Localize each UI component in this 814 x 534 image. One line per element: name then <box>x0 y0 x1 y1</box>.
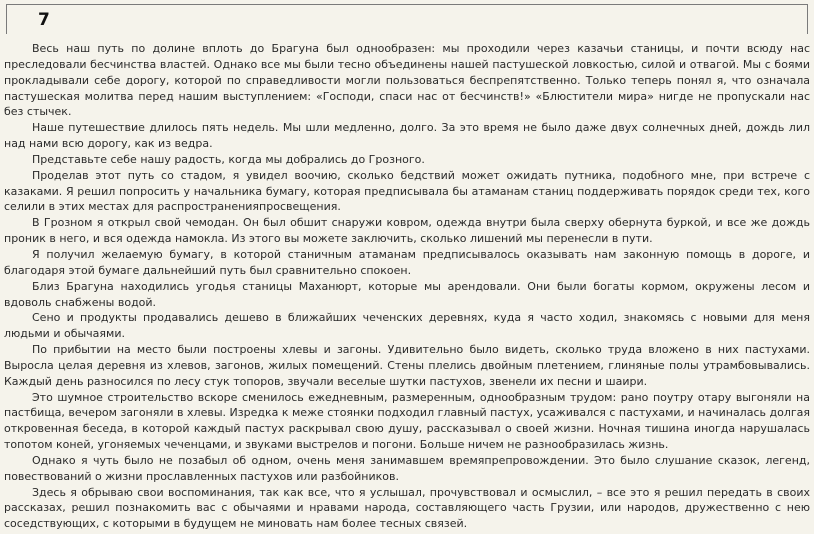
paragraph-12: Здесь я обрываю свои воспоминания, так как все, что я услышал, прочувствовал и осмыслил, – все это я решил передать в своих рассказах, решил познакомить вас с обычаями и нравами народа, составляющего часть Грузии, или народов, дружественно с нею соседствующих, с которыми в будущем не миновать нам более тесных связей. <box>4 485 810 531</box>
paragraph-7: Близ Брагуна находились угодья станицы Маханюрт, которые мы арендовали. Они были богаты кормом, окружены лесом и вдоволь снабжены водой. <box>4 279 810 309</box>
paragraph-4: Проделав этот путь со стадом, я увидел воочию, сколько бедствий может ожидать путника, подобного мне, при встрече с казаками. Я решил попросить у начальника бумагу, которая предписывала бы атаманам станиц поддерживать порядок среди тех, кого селили в этих местах для распространенияпросвещения. <box>4 168 810 214</box>
paragraph-3: Представьте себе нашу радость, когда мы добрались до Грозного. <box>32 152 425 166</box>
chapter-body <box>4 41 810 532</box>
paragraph-1: Весь наш путь по долине вплоть до Брагуна был однообразен: мы проходили через казачьи станицы, и почти всюду нас преследовали бесчинства властей. Однако все мы были тесно объединены нашей пастушеской ловкостью, силой и отвагой. Мы с боями прокладывали себе дорогу, которой по справедливости могли пользоваться беспрепятственно. Только теперь понял я, что означала пастушеская молитва перед нашим выступлением: «Господи, спаси нас от бесчинств!» «Блюстители мира» нигде не пропускали нас без стычек. <box>4 42 810 119</box>
paragraph-6: Я получил желаемую бумагу, в которой станичным атаманам предписывалось оказывать нам законную помощь в дороге, и благодаря этой бумаге дальнейший путь был сравнительно спокоен. <box>4 247 810 277</box>
paragraph-2: Наше путешествие длилось пять недель. Мы шли медленно, долго. За это время не было даже двух солнечных дней, дождь лил над нами всю дорогу, как из ведра. <box>4 121 810 151</box>
paragraph-8: Сено и продукты продавались дешево в ближайших чеченских деревнях, куда я часто ходил, знакомясь с новыми для меня людьми и обычаями. <box>4 311 810 341</box>
paragraph-5: В Грозном я открыл свой чемодан. Он был обшит снаружи ковром, одежда внутри была сверху обернута буркой, и все же дождь проник в него, и вся одежда намокла. Из этого вы можете заключить, сколько лишений мы перенесли в пути. <box>4 216 810 246</box>
paragraph-11: Однако я чуть было не позабыл об одном, очень меня занимавшем времяпрепровождении. Это было слушание сказок, легенд, повествований о жизни прославленных пастухов или разбойников. <box>4 453 810 483</box>
chapter-number: 7 <box>38 10 50 30</box>
page-header-frame <box>6 4 808 34</box>
paragraph-9: По прибытии на место были построены хлевы и загоны. Удивительно было видеть, сколько труда вложено в них пастухами. Выросла целая деревня из хлевов, загонов, жилых помещений. Стены плелись двойным плетением, глиняные полы утрамбовывались. Каждый день разносился по лесу стук топоров, звучали веселые шутки пастухов, звенели их песни и шаири. <box>4 343 810 388</box>
paragraph-10: Это шумное строительство вскоре сменилось ежедневным, размеренным, однообразным трудом: рано поутру отару выгоняли на пастбища, вечером загоняли в хлевы. Изредка к меже стоянки подходил главный пастух, усаживался с пастухами, и начиналась долгая откровенная беседа, в которой каждый пастух раскрывал свою душу, рассказывал о своей жизни. Ночная тишина иногда нарушалась топотом коней, угоняемых чеченцами, и звуками выстрелов и погони. Больше ничем не разнообразилась жизнь. <box>4 390 810 452</box>
